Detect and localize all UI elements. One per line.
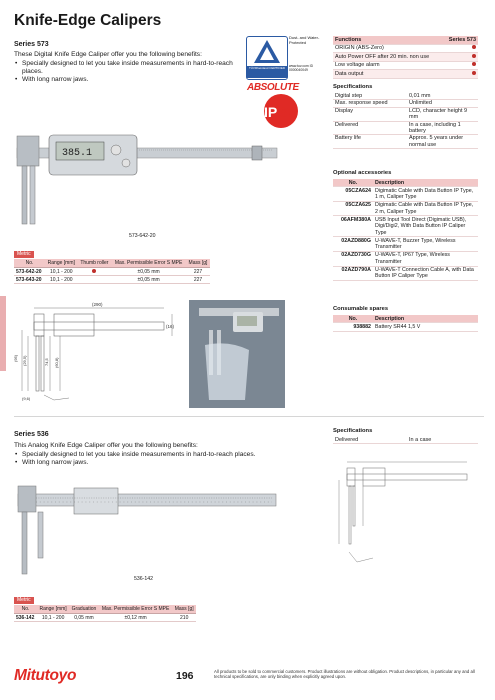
bullet-item: • With long narrow jaws. xyxy=(14,459,314,467)
section-marker xyxy=(0,296,6,371)
table-row xyxy=(333,201,478,216)
series-536-caption: 536-142 xyxy=(134,576,154,582)
feature-dot-icon xyxy=(472,62,476,66)
spec-value: LCD, character height 9 mm xyxy=(407,107,478,121)
specifications-heading: Specifications xyxy=(333,84,373,90)
cell-mpe: ±0,05 mm xyxy=(111,268,186,276)
tuv-url: www.tuv.com ID 0000040049 xyxy=(289,64,314,72)
bullet-item: • Specially designed to let you take inside measurements in hard-to-reach places. xyxy=(14,451,314,459)
table-row xyxy=(333,187,478,202)
footer-note: All products to be sold to commercial customers. Product illustrations are without obligation. Product descriptions, in particular any and all technical specifications, are only binding when explicitly agreed upon. xyxy=(214,669,475,680)
absolute-logo: ABSOLUTE xyxy=(247,82,299,93)
spec-value: 0,01 mm xyxy=(407,93,478,100)
accessories-header-row xyxy=(333,179,478,187)
spec-row xyxy=(333,93,478,100)
col-range: Range [mm] xyxy=(37,605,69,614)
cell-mass: 210 xyxy=(172,614,196,622)
spec-key: Delivered xyxy=(333,121,407,135)
spares-heading: Consumable spares xyxy=(333,306,389,312)
feature-dot-icon xyxy=(472,54,476,58)
series-573-bullets xyxy=(14,60,239,84)
cell-range: 10,1 - 200 xyxy=(37,614,69,622)
spec-value: In a case, including 1 battery xyxy=(407,121,478,135)
cell-thumb xyxy=(78,276,112,284)
spec-key: Delivered xyxy=(333,437,407,444)
col-no: No. xyxy=(14,605,37,614)
feature-dot-icon xyxy=(472,71,476,75)
functions-table xyxy=(333,36,478,79)
col-thumb-roller: Thumb roller xyxy=(78,259,112,268)
series-536-bullets xyxy=(14,451,314,467)
col-mpe: Max. Permissible Error S MPE xyxy=(111,259,186,268)
product-photo-573 xyxy=(189,300,285,408)
page-title: Knife-Edge Calipers xyxy=(14,12,162,29)
caliper-in-use-photo xyxy=(189,300,285,408)
accessories-col-no: No. xyxy=(333,179,373,187)
cell-mass: 227 xyxy=(186,268,210,276)
spec-row xyxy=(333,107,478,121)
spares-table xyxy=(333,315,478,332)
col-mass: Mass [g] xyxy=(172,605,196,614)
series-573-intro: These Digital Knife Edge Caliper offer you the following benefits: xyxy=(14,51,202,58)
spares-col-no: No. xyxy=(333,315,373,323)
table-row xyxy=(333,251,478,266)
function-row xyxy=(333,70,478,79)
spec-row xyxy=(333,121,478,135)
metric-tag-573: Metric xyxy=(14,251,34,258)
table-row xyxy=(14,276,210,284)
spare-no: 938882 xyxy=(333,323,373,331)
ip67-label: IP 67 xyxy=(264,104,295,120)
function-label: Data output xyxy=(333,70,443,79)
accessory-no: 02AZD730G xyxy=(333,251,373,266)
dim-top-label: (290) xyxy=(92,302,103,307)
cell-no: 573-643-20 xyxy=(14,276,45,284)
accessory-desc: Digimatic Cable with Data Button IP Type, 1 m, Caliper Type xyxy=(373,187,478,202)
specifications-table xyxy=(333,93,478,149)
accessory-desc: U-WAVE-T, IP67 Type, Wireless Transmitter xyxy=(373,251,478,266)
spec-value: Unlimited xyxy=(407,100,478,107)
accessory-no: 05CZA624 xyxy=(333,187,373,202)
accessory-desc: U-WAVE-T, Buzzer Type, Wireless Transmitter xyxy=(373,237,478,252)
metric-tag-536: Metric xyxy=(14,597,34,604)
spec-row xyxy=(333,437,478,444)
series-536-heading: Series 536 xyxy=(14,431,49,438)
dim-label: (9,6) xyxy=(22,396,31,401)
table-row xyxy=(333,237,478,252)
cell-mpe: ±0,12 mm xyxy=(99,614,173,622)
col-mpe: Max. Permissible Error S MPE xyxy=(99,605,173,614)
series-536-intro: This Analog Knife Edge Caliper offer you the following benefits: xyxy=(14,442,198,449)
function-row xyxy=(333,44,478,53)
cell-no: 536-142 xyxy=(14,614,37,622)
spec-value: In a case xyxy=(407,437,478,444)
accessory-desc: USB Input Tool Direct (Digimatic USB), Digi/Digi2, With Data Button IP Caliper Type xyxy=(373,216,478,237)
accessory-no: 02AZD790A xyxy=(333,266,373,281)
cell-graduation: 0,05 mm xyxy=(69,614,99,622)
dim-label: (60,8) xyxy=(54,357,59,368)
col-mass: Mass [g] xyxy=(186,259,210,268)
tuv-label: TÜVRheinland CERTIFIED xyxy=(247,66,287,78)
accessory-no: 02AZD880G xyxy=(333,237,373,252)
spec-key: Digital step xyxy=(333,93,407,100)
specifications-536-heading: Specifications xyxy=(333,428,373,434)
function-row xyxy=(333,61,478,70)
bullet-item: • Specially designed to let you take inside measurements in hard-to-reach places. xyxy=(14,60,239,76)
accessories-table xyxy=(333,179,478,281)
digital-caliper-image xyxy=(14,130,284,235)
table-header-row xyxy=(14,605,196,614)
accessory-no: 05CZA625 xyxy=(333,201,373,216)
accessories-heading: Optional accessories xyxy=(333,170,392,176)
spec-row xyxy=(333,135,478,149)
tuv-certified-logo xyxy=(246,36,288,80)
dim-label: (29,5) xyxy=(22,355,27,366)
feature-dot-icon xyxy=(472,45,476,49)
col-graduation: Graduation xyxy=(69,605,99,614)
svg-text:385.1: 385.1 xyxy=(62,148,93,159)
cell-range: 10,1 - 200 xyxy=(45,276,78,284)
spec-key: Battery life xyxy=(333,135,407,149)
bullet-item: • With long narrow jaws. xyxy=(14,76,239,84)
section-divider xyxy=(14,416,484,417)
page-number: 196 xyxy=(176,670,194,682)
analog-caliper-image xyxy=(14,480,284,580)
spec-key: Display xyxy=(333,107,407,121)
spec-key: Max. response speed xyxy=(333,100,407,107)
function-row xyxy=(333,53,478,62)
table-row xyxy=(333,323,478,331)
cell-mass: 227 xyxy=(186,276,210,284)
tuv-triangle-icon xyxy=(247,37,287,67)
cell-range: 10,1 - 200 xyxy=(45,268,78,276)
thumb-roller-dot-icon xyxy=(92,269,96,273)
col-no: No. xyxy=(14,259,45,268)
spare-desc: Battery SR44 1,5 V xyxy=(373,323,478,331)
spec-value: Approx. 5 years under normal use xyxy=(407,135,478,149)
function-label: Auto Power OFF after 20 min. non use xyxy=(333,53,443,62)
cell-no: 573-642-20 xyxy=(14,268,45,276)
specifications-536-table xyxy=(333,437,478,444)
spares-col-desc: Description xyxy=(373,315,478,323)
technical-drawing-573 xyxy=(14,300,179,415)
spec-row xyxy=(333,100,478,107)
series-573-heading: Series 573 xyxy=(14,41,49,48)
accessory-desc: U-WAVE-T Connection Cable A, with Data Button IP Caliper Type xyxy=(373,266,478,281)
series-573-caption: 573-642-20 xyxy=(129,233,156,239)
functions-header-row xyxy=(333,36,478,44)
function-label: ORIGIN (ABS-Zero) xyxy=(333,44,443,53)
series-536-table xyxy=(14,605,196,622)
functions-header: Functions xyxy=(333,36,443,44)
functions-series-header: Series 573 xyxy=(443,36,478,44)
cell-thumb xyxy=(78,268,112,276)
accessory-desc: Digimatic Cable with Data Button IP Type, 2 m, Caliper Type xyxy=(373,201,478,216)
technical-drawing-536 xyxy=(333,452,483,584)
col-range: Range [mm] xyxy=(45,259,78,268)
dim-label: 74,5 xyxy=(44,358,49,366)
spares-header-row xyxy=(333,315,478,323)
table-row xyxy=(333,266,478,281)
mitutoyo-logo: Mitutoyo xyxy=(14,667,77,684)
dim-label: (95) xyxy=(13,354,18,362)
table-row xyxy=(14,268,210,276)
function-label: Low voltage alarm xyxy=(333,61,443,70)
dim-right-label: (16) xyxy=(166,324,175,329)
cell-mpe: ±0,05 mm xyxy=(111,276,186,284)
series-573-table xyxy=(14,259,210,284)
accessories-col-desc: Description xyxy=(373,179,478,187)
table-row xyxy=(14,614,196,622)
table-header-row xyxy=(14,259,210,268)
accessory-no: 06AFM380A xyxy=(333,216,373,237)
table-row xyxy=(333,216,478,237)
tuv-text: Dust- and Water-Protected xyxy=(289,35,320,45)
